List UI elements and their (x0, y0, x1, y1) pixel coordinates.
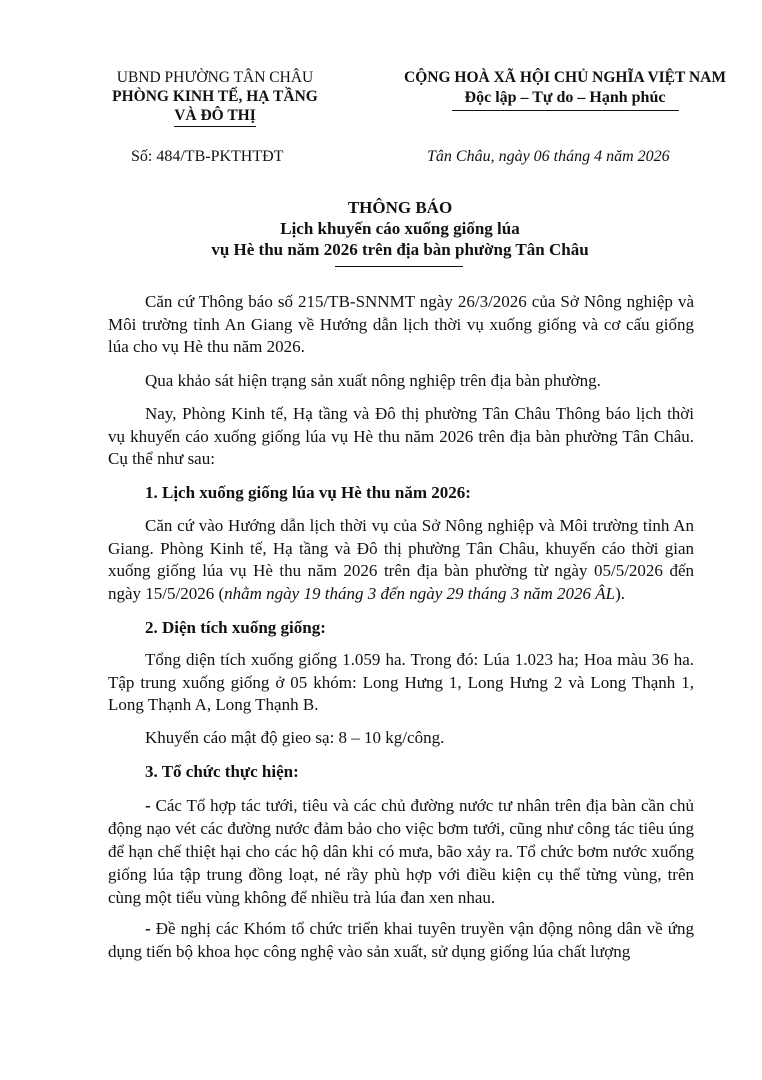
title-underline (335, 266, 463, 267)
schedule-text-end: ). (615, 583, 626, 603)
bullet-dash: - (145, 796, 156, 815)
motto-underline (452, 110, 679, 111)
section-heading-2: 2. Diện tích xuống giống: (145, 618, 326, 637)
title-subject-2: vụ Hè thu năm 2026 trên địa bàn phường Tân Châu (211, 240, 589, 259)
title-main: THÔNG BÁO (347, 198, 453, 217)
schedule-text: Căn cứ vào Hướng dẫn lịch thời vụ của Sở Nông nghiệp và Môi trường tỉnh An Giang. Phòng Kinh tế, Hạ tầng và Đô thị phường Tân Châu, khuyến cáo thời gian xuống giống lúa vụ Hè thu năm 2026 trên địa bàn phường từ ngày 05/5/2026 đến ngày 15/5/2026 ( (108, 516, 694, 603)
agency-name: PHÒNG KINH TẾ, HẠ TẦNG (112, 88, 318, 105)
national-title: CỘNG HOÀ XÃ HỘI CHỦ NGHĨA VIỆT NAM (404, 69, 726, 86)
national-header (385, 68, 745, 108)
paragraph-announcement: Nay, Phòng Kinh tế, Hạ tầng và Đô thị phường Tân Châu Thông báo lịch thời vụ khuyến cáo xuống giống lúa vụ Hè thu năm 2026 trên địa bàn phường Tân Châu. Cụ thể như sau: (108, 404, 694, 468)
agency-parent: UBND PHƯỜNG TÂN CHÂU (116, 69, 314, 86)
section-heading-3: 3. Tổ chức thực hiện: (145, 762, 299, 781)
paragraph-density: Khuyến cáo mật độ gieo sạ: 8 – 10 kg/công. (145, 728, 445, 747)
paragraph-schedule (108, 515, 694, 605)
irrigation-text: Các Tổ hợp tác tưới, tiêu và các chủ đường nước tư nhân trên địa bàn cần chủ động nạo vét các đường nước đảm bảo cho việc bơm tưới, cũng như công tác tiêu úng để hạn chế thiệt hại cho các hộ dân khi có mưa, bão xảy ra. Tổ chức bơm nước xuống giống lúa tập trung đồng loạt, né rầy phù hợp với điều kiện cụ thể từng vùng, trên cùng một tiểu vùng không để nhiều trà lúa đan xen nhau. (108, 796, 694, 907)
paragraph-legal-basis: Căn cứ Thông báo số 215/TB-SNNMT ngày 26/3/2026 của Sở Nông nghiệp và Môi trường tỉnh An Giang về Hướng dẫn lịch thời vụ xuống giống và cơ cấu giống lúa cho vụ Hè thu năm 2026. (108, 292, 694, 356)
title-subject-1: Lịch khuyến cáo xuống giống lúa (280, 219, 520, 238)
bullet-dash-2: - (145, 919, 156, 938)
agency-header (90, 68, 340, 125)
document-number: Số: 484/TB-PKTHTĐT (131, 148, 284, 165)
paragraph-area: Tổng diện tích xuống giống 1.059 ha. Trong đó: Lúa 1.023 ha; Hoa màu 36 ha. Tập trung xuống giống ở 05 khóm: Long Hưng 1, Long Hưng 2 và Long Thạnh 1, Long Thạnh A, Long Thạnh B. (108, 650, 694, 714)
national-motto: Độc lập – Tự do – Hạnh phúc (464, 89, 666, 106)
agency-name-cont: VÀ ĐÔ THỊ (174, 107, 256, 124)
paragraph-propaganda (108, 918, 694, 963)
agency-underline (174, 126, 256, 127)
propaganda-text: Đề nghị các Khóm tổ chức triển khai tuyên truyền vận động nông dân về ứng dụng tiến bộ khoa học công nghệ vào sản xuất, sử dụng giống lúa chất lượng (108, 919, 694, 961)
section-heading-1: 1. Lịch xuống giống lúa vụ Hè thu năm 2026: (145, 483, 471, 502)
paragraph-irrigation (108, 794, 694, 909)
paragraph-survey: Qua khảo sát hiện trạng sản xuất nông nghiệp trên địa bàn phường. (145, 371, 601, 390)
lunar-date-note: nhằm ngày 19 tháng 3 đến ngày 29 tháng 3 năm 2026 ÂL (224, 583, 616, 603)
document-title (100, 197, 700, 260)
place-date: Tân Châu, ngày 06 tháng 4 năm 2026 (427, 148, 670, 165)
